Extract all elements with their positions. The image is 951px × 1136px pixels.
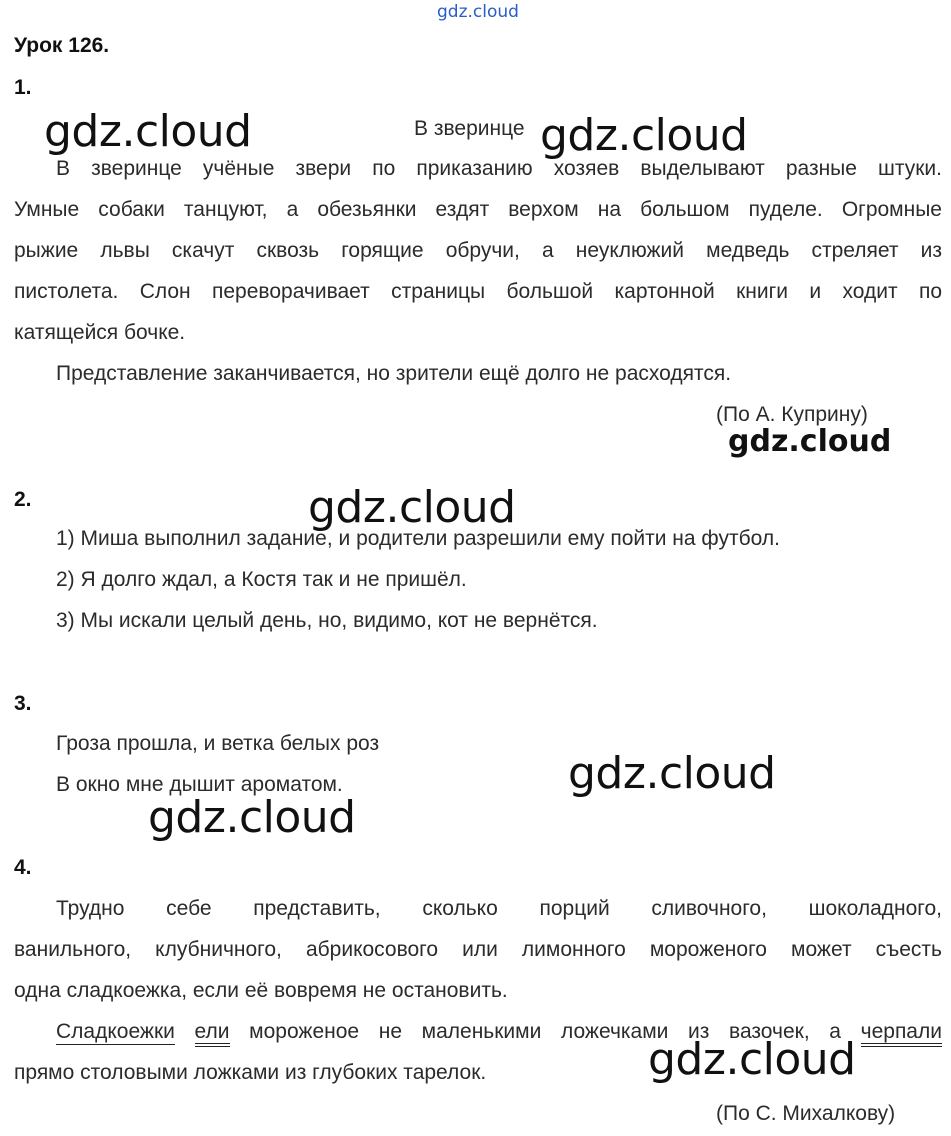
top-watermark: gdz.cloud bbox=[437, 2, 519, 22]
task-4-line: одна сладкоежка, если её вовремя не остановить. bbox=[14, 979, 508, 1002]
task-1-line: Умные собаки танцуют, а обезьянки ездят верхом на большом пуделе. Огромные bbox=[14, 198, 942, 221]
predicate-underlined: ели bbox=[195, 1020, 230, 1047]
task-1-line: Представление заканчивается, но зрители ещё долго не расходятся. bbox=[56, 362, 732, 385]
predicate-underlined: черпали bbox=[861, 1020, 942, 1047]
watermark: gdz.cloud bbox=[308, 482, 516, 533]
watermark: gdz.cloud bbox=[728, 424, 892, 459]
task-1-number: 1. bbox=[14, 76, 32, 99]
task-1-line: пистолета. Слон переворачивает страницы большой картонной книги и ходит по bbox=[14, 280, 942, 303]
task-2-item: 2) Я долго ждал, а Костя так и не пришёл. bbox=[56, 568, 467, 591]
task-4-source: (По С. Михалкову) bbox=[716, 1102, 896, 1125]
task-4-line: ванильного, клубничного, абрикосового или лимонного мороженого может съесть bbox=[14, 938, 942, 961]
task-1-line: рыжие львы скачут сквозь горящие обручи, а неуклюжий медведь стреляет из bbox=[14, 239, 942, 262]
task-2-item: 3) Мы искали целый день, но, видимо, кот не вернётся. bbox=[56, 609, 598, 632]
sentence-middle: мороженое не маленькими ложечками из вазочек, а bbox=[249, 1020, 841, 1043]
watermark: gdz.cloud bbox=[648, 1034, 856, 1085]
task-3-number: 3. bbox=[14, 692, 32, 715]
lesson-title: Урок 126. bbox=[14, 34, 110, 57]
task-1-title: В зверинце bbox=[414, 117, 525, 140]
task-3-line: Гроза прошла, и ветка белых роз bbox=[56, 732, 380, 755]
subject-underlined: Сладкоежки bbox=[56, 1020, 175, 1043]
task-4-number: 4. bbox=[14, 856, 32, 879]
task-2-item: 1) Миша выполнил задание, и родители разрешили ему пойти на футбол. bbox=[56, 527, 780, 550]
watermark: gdz.cloud bbox=[540, 110, 748, 161]
watermark: gdz.cloud bbox=[148, 792, 356, 843]
watermark: gdz.cloud bbox=[44, 106, 252, 157]
task-1-source: (По А. Куприну) bbox=[716, 403, 868, 426]
task-1-line: В зверинце учёные звери по приказанию хозяев выделывают разные штуки. bbox=[56, 157, 942, 180]
task-2-number: 2. bbox=[14, 488, 32, 511]
task-1-line: катящейся бочке. bbox=[14, 321, 186, 344]
task-4-line: Трудно себе представить, сколько порций сливочного, шоколадного, bbox=[56, 897, 942, 920]
task-3-line: В окно мне дышит ароматом. bbox=[56, 773, 343, 796]
watermark: gdz.cloud bbox=[568, 748, 776, 799]
task-4-line: прямо столовыми ложками из глубоких тарелок. bbox=[14, 1061, 487, 1084]
